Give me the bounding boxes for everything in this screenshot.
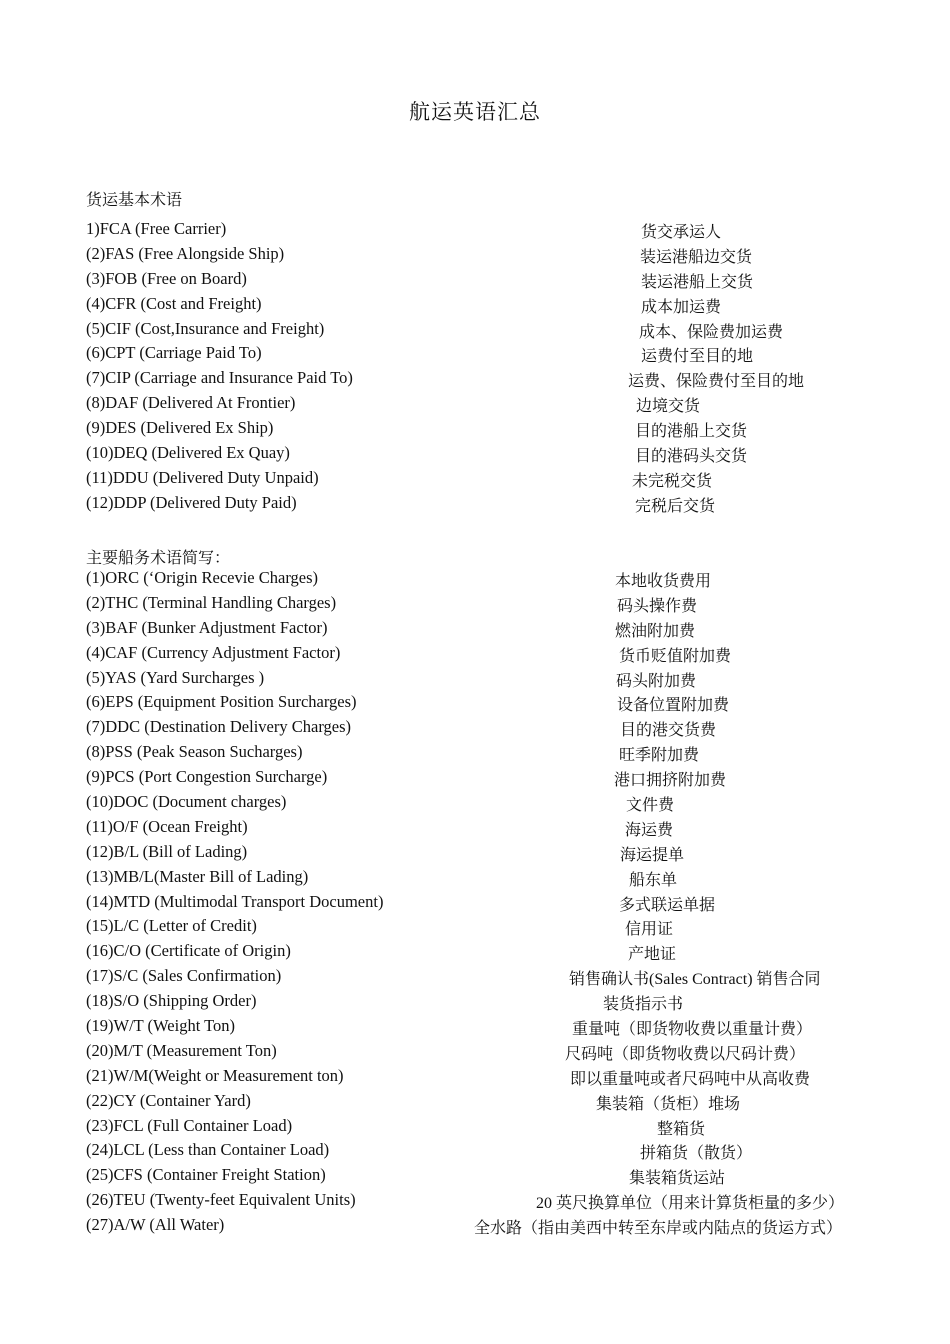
term-row	[0, 1016, 950, 1041]
term-english: (24)LCL (Less than Container Load)	[86, 1140, 330, 1160]
term-row	[0, 493, 950, 518]
page-title: 航运英语汇总	[409, 100, 541, 124]
term-chinese: 整箱货	[657, 1120, 706, 1138]
term-chinese: 目的港船上交货	[635, 423, 748, 441]
term-english: (5)CIF (Cost,Insurance and Freight)	[86, 318, 325, 338]
term-english: (10)DEQ (Delivered Ex Quay)	[86, 443, 290, 463]
term-chinese: 多式联运单据	[619, 896, 716, 914]
term-english: (7)DDC (Destination Delivery Charges)	[86, 717, 352, 737]
term-english: (20)M/T (Measurement Ton)	[86, 1040, 277, 1060]
term-chinese: 即以重量吨或者尺码吨中从高收费	[570, 1070, 811, 1088]
term-chinese: 信用证	[625, 921, 674, 939]
term-english: (18)S/O (Shipping Order)	[86, 991, 257, 1011]
term-row	[0, 443, 950, 468]
term-english: (9)PCS (Port Congestion Surcharge)	[86, 767, 328, 787]
term-chinese: 未完税交货	[632, 472, 713, 490]
term-row	[0, 742, 950, 767]
term-row	[0, 692, 950, 717]
term-row	[0, 991, 950, 1016]
term-row	[0, 1165, 950, 1190]
term-english: (26)TEU (Twenty-feet Equivalent Units)	[86, 1190, 356, 1210]
term-row	[0, 219, 950, 244]
term-row	[0, 1140, 950, 1165]
term-row	[0, 867, 950, 892]
term-chinese: 重量吨（即货物收费以重量计费）	[572, 1021, 813, 1039]
term-chinese: 运费付至目的地	[641, 348, 754, 366]
term-row	[0, 319, 950, 344]
term-english: (15)L/C (Letter of Credit)	[86, 916, 257, 936]
term-english: (17)S/C (Sales Confirmation)	[86, 966, 282, 986]
term-chinese: 货币贬值附加费	[619, 647, 732, 665]
term-english: (3)FOB (Free on Board)	[86, 268, 247, 288]
term-chinese: 集装箱（货柜）堆场	[596, 1095, 741, 1113]
term-chinese: 尺码吨（即货物收费以尺码计费）	[565, 1045, 806, 1063]
term-chinese: 文件费	[626, 797, 675, 815]
term-chinese: 拼箱货（散货）	[640, 1145, 753, 1163]
term-row	[0, 1066, 950, 1091]
term-chinese: 目的港交货费	[620, 722, 717, 740]
term-row	[0, 668, 950, 693]
term-chinese: 船东单	[629, 871, 678, 889]
term-english: (4)CAF (Currency Adjustment Factor)	[86, 642, 341, 662]
term-chinese: 产地证	[628, 946, 677, 964]
term-english: (14)MTD (Multimodal Transport Document)	[86, 891, 384, 911]
term-english: (6)EPS (Equipment Position Surcharges)	[86, 692, 357, 712]
term-english: (9)DES (Delivered Ex Ship)	[86, 418, 274, 438]
section-heading-shipping-abbreviations: 主要船务术语简写：	[86, 550, 231, 567]
basic-terms-list	[0, 219, 950, 518]
term-row	[0, 1091, 950, 1116]
shipping-abbreviations-list	[0, 568, 950, 1240]
term-english: (19)W/T (Weight Ton)	[86, 1016, 236, 1036]
term-row	[0, 1215, 950, 1240]
term-chinese: 销售确认书(Sales Contract) 销售合同	[569, 971, 821, 989]
term-chinese: 20 英尺换算单位（用来计算货柜量的多少）	[536, 1195, 845, 1213]
term-english: (2)THC (Terminal Handling Charges)	[86, 592, 337, 612]
term-english: (12)B/L (Bill of Lading)	[86, 841, 248, 861]
term-row	[0, 593, 950, 618]
term-row	[0, 468, 950, 493]
term-row	[0, 368, 950, 393]
term-english: 1)FCA (Free Carrier)	[86, 219, 227, 238]
term-english: (22)CY (Container Yard)	[86, 1090, 251, 1110]
term-chinese: 完税后交货	[635, 497, 716, 515]
term-row	[0, 643, 950, 668]
term-chinese: 海运费	[625, 821, 674, 839]
term-row	[0, 792, 950, 817]
term-chinese: 全水路（指由美西中转至东岸或内陆点的货运方式）	[474, 1220, 843, 1238]
term-row	[0, 717, 950, 742]
term-english: (11)DDU (Delivered Duty Unpaid)	[86, 467, 319, 487]
term-english: (23)FCL (Full Container Load)	[86, 1115, 293, 1135]
term-row	[0, 1116, 950, 1141]
term-chinese: 海运提单	[620, 846, 685, 864]
term-chinese: 港口拥挤附加费	[614, 772, 727, 790]
term-english: (3)BAF (Bunker Adjustment Factor)	[86, 617, 328, 637]
term-chinese: 成本加运费	[641, 298, 722, 316]
term-chinese: 集装箱货运站	[629, 1170, 726, 1188]
term-english: (27)A/W (All Water)	[86, 1215, 225, 1235]
term-row	[0, 418, 950, 443]
term-chinese: 货交承运人	[641, 224, 722, 241]
term-english: (13)MB/L(Master Bill of Lading)	[86, 866, 309, 886]
term-row	[0, 892, 950, 917]
term-english: (2)FAS (Free Alongside Ship)	[86, 243, 285, 263]
term-chinese: 装运港船边交货	[640, 248, 753, 266]
term-chinese: 装货指示书	[603, 996, 684, 1014]
term-chinese: 本地收货费用	[615, 573, 712, 590]
term-chinese: 边境交货	[636, 398, 701, 416]
term-chinese: 旺季附加费	[619, 747, 700, 765]
term-chinese: 燃油附加费	[615, 622, 696, 640]
term-english: (10)DOC (Document charges)	[86, 792, 287, 812]
term-chinese: 设备位置附加费	[617, 697, 730, 715]
term-english: (8)DAF (Delivered At Frontier)	[86, 393, 296, 413]
term-row	[0, 767, 950, 792]
term-chinese: 码头附加费	[616, 672, 697, 690]
term-english: (6)CPT (Carriage Paid To)	[86, 343, 262, 363]
term-english: (1)ORC (‘Origin Recevie Charges)	[86, 568, 319, 587]
term-row	[0, 916, 950, 941]
term-english: (5)YAS (Yard Surcharges )	[86, 667, 265, 687]
term-row	[0, 568, 950, 593]
term-chinese: 码头操作费	[617, 597, 698, 615]
term-row	[0, 343, 950, 368]
term-row	[0, 842, 950, 867]
term-english: (21)W/M(Weight or Measurement ton)	[86, 1065, 344, 1085]
term-chinese: 装运港船上交货	[641, 273, 754, 291]
term-row	[0, 1190, 950, 1215]
term-english: (16)C/O (Certificate of Origin)	[86, 941, 291, 961]
term-english: (11)O/F (Ocean Freight)	[86, 816, 248, 836]
term-row	[0, 244, 950, 269]
term-english: (25)CFS (Container Freight Station)	[86, 1165, 326, 1185]
term-row	[0, 1041, 950, 1066]
term-row	[0, 817, 950, 842]
term-row	[0, 393, 950, 418]
section-heading-basic-terms: 货运基本术语	[86, 192, 183, 209]
term-row	[0, 294, 950, 319]
term-chinese: 成本、保险费加运费	[639, 323, 784, 341]
term-english: (7)CIP (Carriage and Insurance Paid To)	[86, 368, 353, 388]
term-row	[0, 269, 950, 294]
term-row	[0, 966, 950, 991]
term-english: (4)CFR (Cost and Freight)	[86, 293, 262, 313]
term-english: (12)DDP (Delivered Duty Paid)	[86, 492, 297, 512]
term-english: (8)PSS (Peak Season Sucharges)	[86, 742, 303, 762]
term-row	[0, 941, 950, 966]
term-chinese: 运费、保险费付至目的地	[628, 373, 805, 391]
term-row	[0, 618, 950, 643]
term-chinese: 目的港码头交货	[635, 448, 748, 466]
